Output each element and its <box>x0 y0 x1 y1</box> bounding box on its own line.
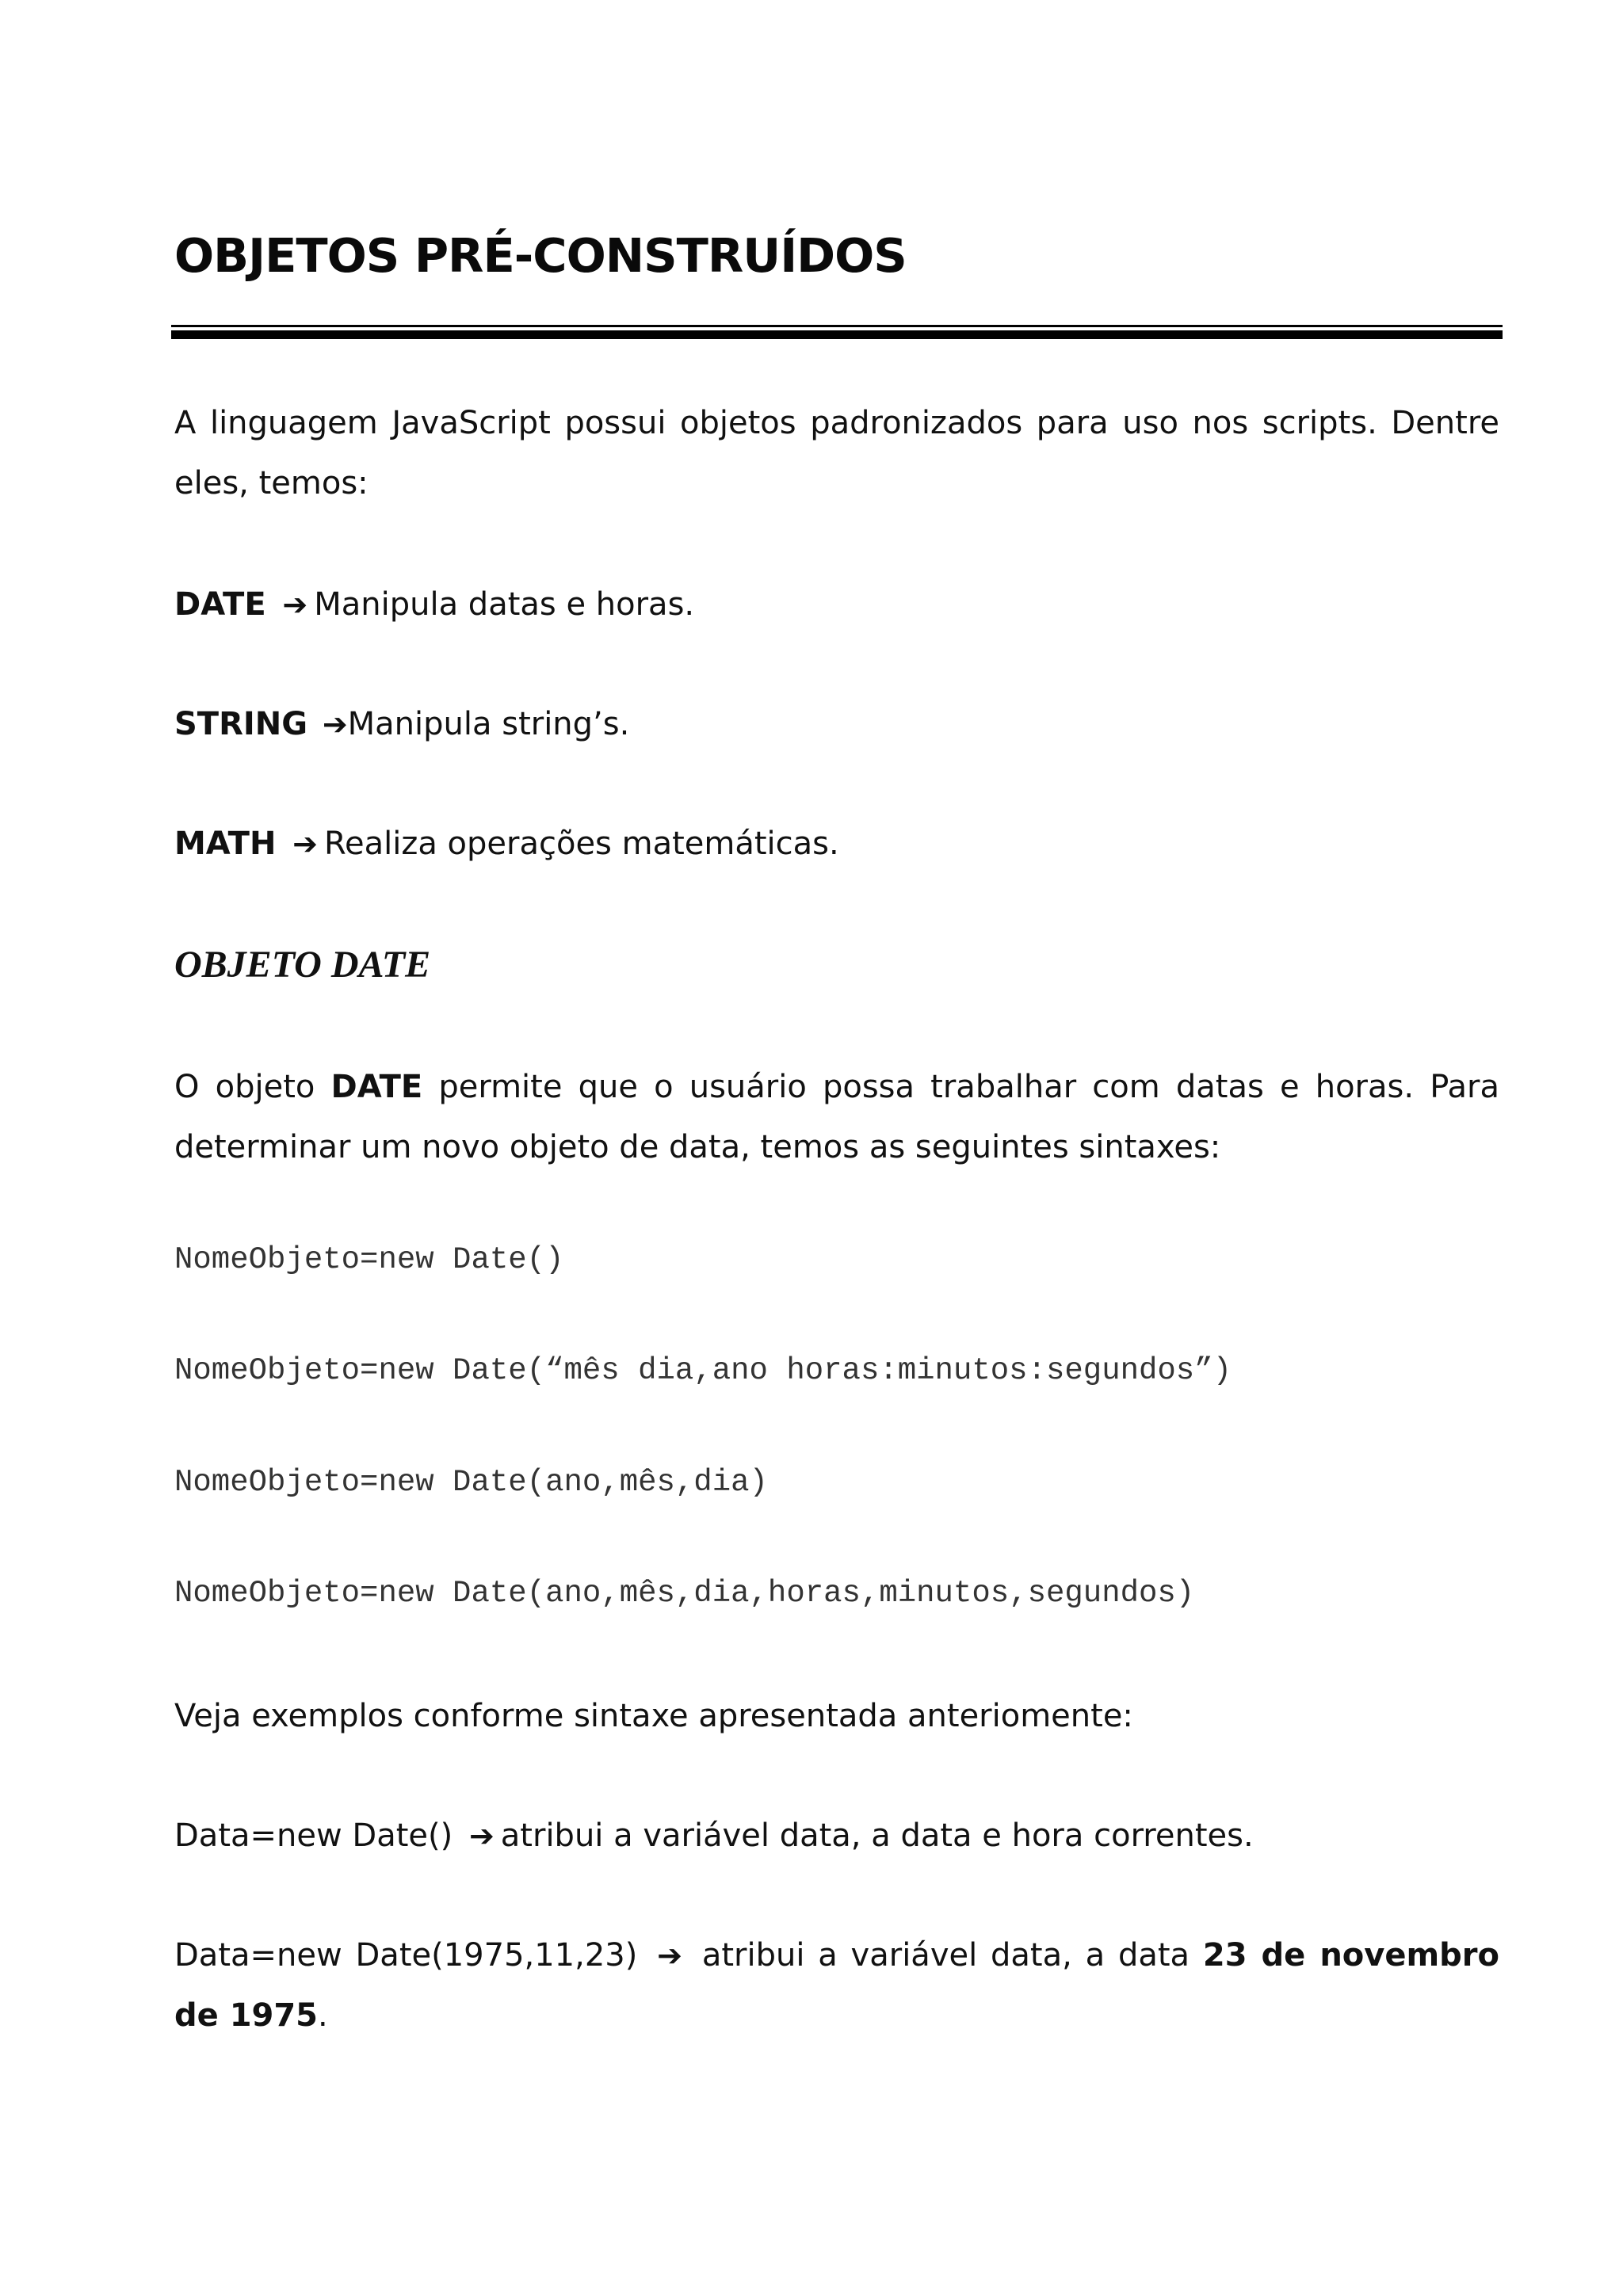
example-text: atribui a variável data, a data e hora correntes. <box>500 1817 1254 1854</box>
section-heading: OBJETO DATE <box>174 944 431 986</box>
title-rule-thick <box>171 330 1503 339</box>
date-keyword: DATE <box>330 1069 423 1105</box>
arrow-right-icon: ➔ <box>657 1938 683 1973</box>
syntax-line: NomeObjeto=new Date(ano,mês,dia) <box>174 1465 768 1500</box>
syntax-line: NomeObjeto=new Date(ano,mês,dia,horas,minutos,segundos) <box>174 1576 1195 1611</box>
example-2: Data=new Date(1975,11,23) ➔ atribui a variável data, a data 23 de novembro de 1975. <box>174 1925 1499 2046</box>
object-name: DATE <box>174 586 266 623</box>
object-item-date <box>174 574 1499 635</box>
object-item-string <box>174 694 1499 754</box>
object-item-math <box>174 814 1499 874</box>
object-description: Manipula datas e horas. <box>314 586 695 623</box>
page-title: OBJETOS PRÉ-CONSTRUÍDOS <box>174 228 907 283</box>
example-text: atribui a variável data, a data <box>701 1937 1203 1974</box>
examples-intro: Veja exemplos conforme sintaxe apresentada anteriomente: <box>174 1698 1133 1734</box>
object-description: Manipula string’s. <box>347 706 630 742</box>
arrow-right-icon: ➔ <box>282 587 308 622</box>
title-rule-thin <box>171 325 1503 327</box>
syntax-line: NomeObjeto=new Date(“mês dia,ano horas:minutos:segundos”) <box>174 1353 1232 1388</box>
arrow-right-icon: ➔ <box>322 707 348 742</box>
object-description: Realiza operações matemáticas. <box>323 826 839 862</box>
object-name: MATH <box>174 826 277 862</box>
syntax-line: NomeObjeto=new Date() <box>174 1242 564 1277</box>
arrow-right-icon: ➔ <box>292 826 318 861</box>
arrow-right-icon: ➔ <box>468 1818 495 1853</box>
object-name: STRING <box>174 706 308 742</box>
example-1 <box>174 1806 1499 1866</box>
example-bold-date: 23 de novembro de 1975 <box>174 1937 1499 2034</box>
intro-paragraph: A linguagem JavaScript possui objetos padronizados para uso nos scripts. Dentre eles, temos: <box>174 405 1499 502</box>
example-code: Data=new Date() <box>174 1817 453 1854</box>
date-description-paragraph: O objeto DATE permite que o usuário possa trabalhar com datas e horas. Para determinar um novo objeto de data, temos as seguintes sintaxes: <box>174 1069 1500 1165</box>
document-page <box>174 0 1499 2296</box>
example-code: Data=new Date(1975,11,23) <box>174 1937 638 1974</box>
